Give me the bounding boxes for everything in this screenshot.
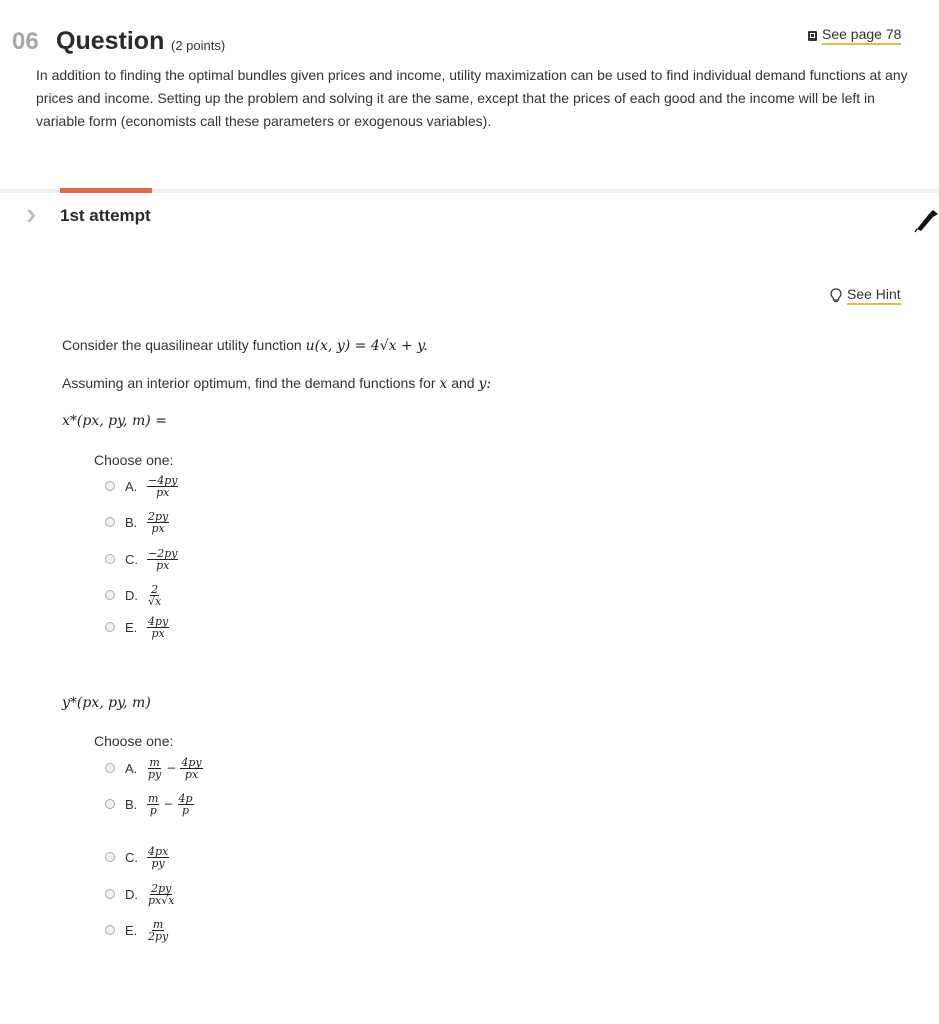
- option-fraction: $\frac{2py}{px√x}$: [148, 881, 175, 907]
- pen-icon[interactable]: [914, 203, 939, 233]
- option-fraction: $\frac{4py}{px}$: [148, 614, 169, 640]
- option-fraction: $\frac{-4py}{px}$: [148, 473, 178, 499]
- utility-function: u(x, y) = 4√x + y.: [305, 338, 428, 354]
- attempt-label[interactable]: 1st attempt: [60, 206, 151, 225]
- option-letter: B.: [125, 514, 138, 530]
- radio-button[interactable]: [105, 889, 115, 899]
- radio-button[interactable]: [105, 799, 115, 809]
- statement-text: Consider the quasilinear utility function: [62, 337, 306, 353]
- radio-button[interactable]: [105, 554, 115, 564]
- see-hint-link[interactable]: [830, 286, 901, 305]
- minus-sign: −: [163, 797, 174, 811]
- q2-option-d[interactable]: [105, 881, 175, 907]
- question-title: Question: [56, 27, 165, 55]
- chevron-down-icon[interactable]: ❯: [24, 208, 38, 222]
- attempt-tab-indicator: [60, 188, 152, 193]
- q2-option-b[interactable]: [105, 791, 194, 817]
- option-letter: C.: [125, 849, 138, 865]
- radio-button[interactable]: [105, 852, 115, 862]
- x-demand-label: x*(px, py, m) =: [62, 413, 167, 429]
- lightbulb-icon: [830, 288, 842, 303]
- radio-button[interactable]: [105, 517, 115, 527]
- option-fraction: $\frac{4py}{px}$: [181, 755, 202, 781]
- q1-option-b[interactable]: [105, 509, 169, 535]
- option-letter: E.: [125, 619, 138, 635]
- option-fraction: $\frac{m}{2py}$: [148, 917, 169, 943]
- question-points: (2 points): [171, 38, 226, 53]
- assume-y: y:: [478, 376, 492, 392]
- q2-option-e[interactable]: [105, 917, 169, 943]
- q2-option-a[interactable]: [105, 755, 203, 781]
- assume-x: x: [439, 376, 448, 392]
- book-icon: [808, 31, 817, 41]
- radio-button[interactable]: [105, 763, 115, 773]
- option-letter: A.: [125, 760, 138, 776]
- option-fraction: $\frac{m}{py}$: [148, 755, 162, 781]
- minus-sign: −: [166, 761, 177, 775]
- assume-text: Assuming an interior optimum, find the demand functions for: [62, 375, 440, 391]
- see-page-label: See page 78: [822, 26, 901, 45]
- problem-assumption: [62, 375, 491, 392]
- option-fraction: $\frac{2py}{px}$: [148, 509, 169, 535]
- q1-option-c[interactable]: [105, 546, 178, 572]
- option-fraction: $\frac{2}{√x}$: [148, 582, 162, 608]
- q1-option-a[interactable]: [105, 473, 178, 499]
- radio-button[interactable]: [105, 622, 115, 632]
- option-letter: C.: [125, 551, 138, 567]
- radio-button[interactable]: [105, 590, 115, 600]
- q1-option-d[interactable]: [105, 582, 162, 608]
- q1-choose-one: Choose one:: [94, 452, 174, 468]
- problem-statement: [62, 337, 428, 354]
- option-letter: E.: [125, 922, 138, 938]
- q2-option-c[interactable]: [105, 844, 169, 870]
- radio-button[interactable]: [105, 925, 115, 935]
- option-fraction: $\frac{4px}{py}$: [148, 844, 169, 870]
- q1-option-e[interactable]: [105, 614, 169, 640]
- intro-paragraph: In addition to finding the optimal bundles given prices and income, utility maximization can be used to find individual demand functions at any prices and income. Setting up the problem and solving it are the same, except that the prices of each good and the income will be left in variable form (economists call these parameters or exogenous variables).: [36, 67, 908, 129]
- option-fraction: $\frac{4p}{p}$: [178, 791, 193, 817]
- q2-choose-one: Choose one:: [94, 733, 174, 749]
- option-fraction: $\frac{-2py}{px}$: [148, 546, 178, 572]
- option-letter: D.: [125, 587, 138, 603]
- option-fraction: $\frac{m}{p}$: [148, 791, 159, 817]
- option-letter: D.: [125, 886, 138, 902]
- option-letter: B.: [125, 796, 138, 812]
- y-demand-label: y*(px, py, m): [62, 695, 151, 711]
- see-hint-label: See Hint: [847, 286, 901, 305]
- see-page-link[interactable]: [808, 26, 901, 45]
- assume-and: and: [447, 375, 479, 391]
- radio-button[interactable]: [105, 481, 115, 491]
- question-number: 06: [12, 28, 39, 55]
- option-letter: A.: [125, 478, 138, 494]
